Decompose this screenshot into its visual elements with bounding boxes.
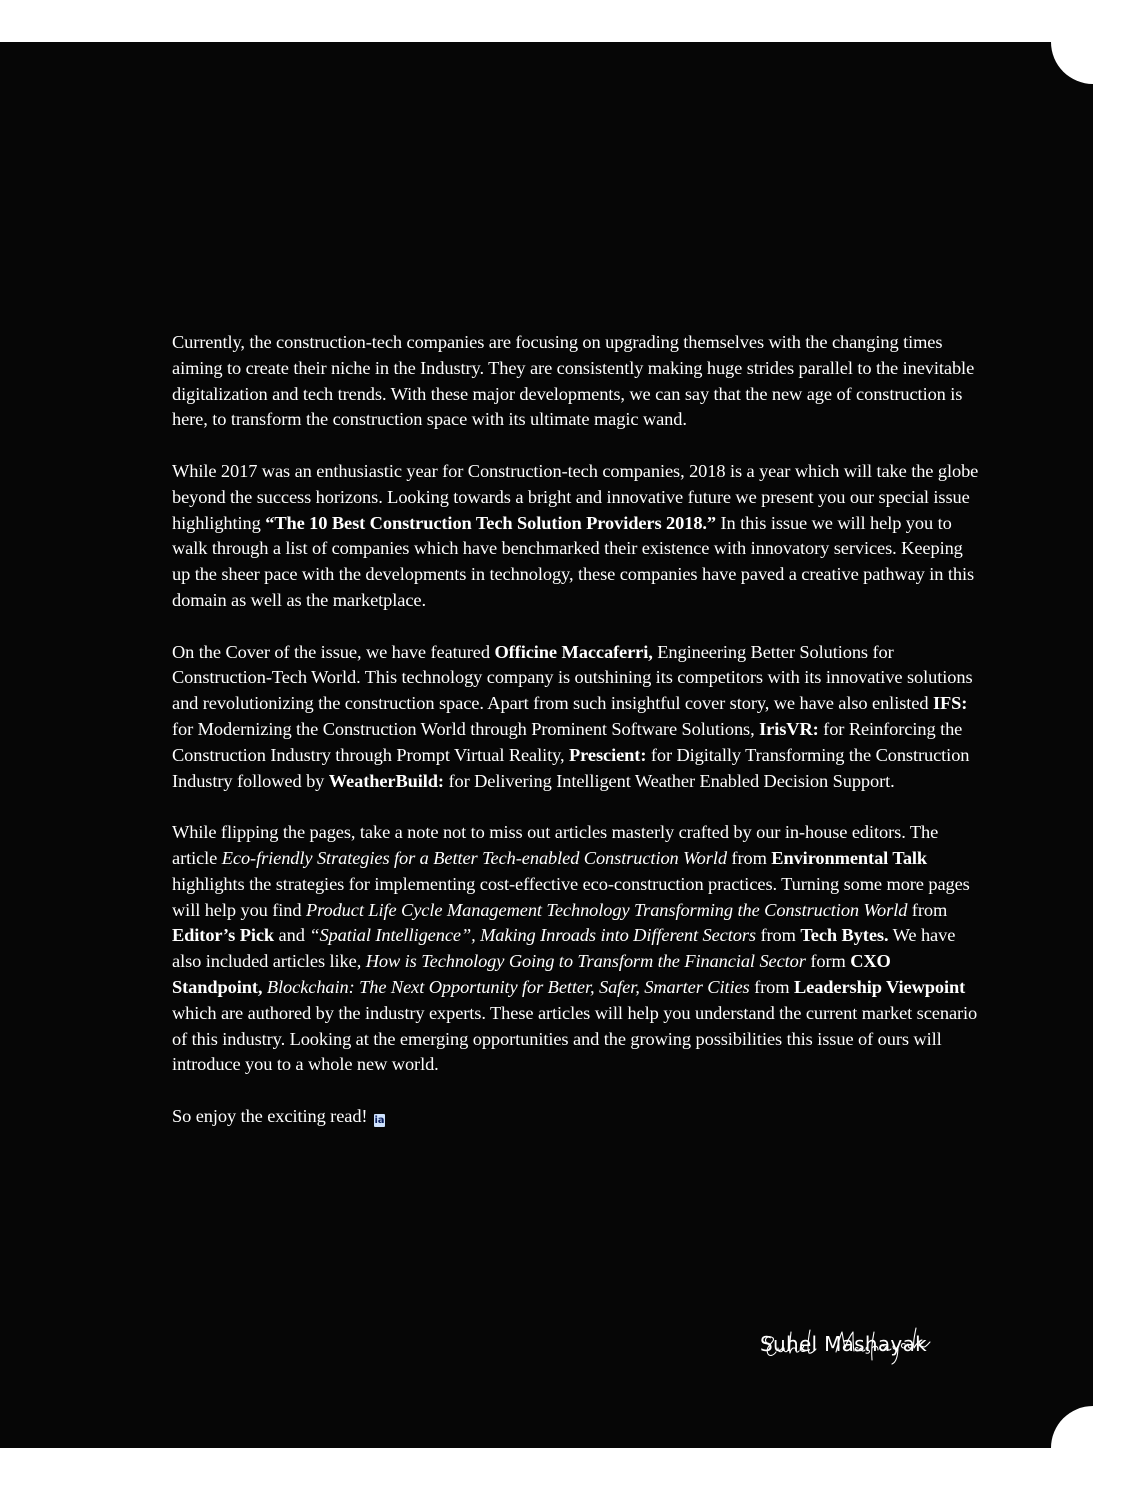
paragraph-closing: So enjoy the exciting read! ia xyxy=(172,1105,385,1126)
section-name: Leadership Viewpoint xyxy=(793,976,966,997)
issue-title: “The 10 Best Construction Tech Solution Providers 2018.” xyxy=(265,512,717,533)
corner-notch-top xyxy=(1051,42,1093,84)
article-title: How is Technology Going to Transform the Financial Sector xyxy=(365,951,806,972)
paragraph-intro: Currently, the construction-tech companies are focusing on upgrading themselves with the changing times aiming to create their niche in the Industry. They are consistently making huge strides parallel to the inevitable digitalization and tech trends. With these major developments, we can say that the new age of construction is here, to transform the construction space with its ultimate magic wand. xyxy=(172,332,975,430)
article-title: Eco-friendly Strategies for a Better Tech-enabled Construction World xyxy=(221,847,727,868)
section-name: Tech Bytes. xyxy=(800,925,889,946)
company-weatherbuild: WeatherBuild: xyxy=(328,770,444,791)
company-ifs: IFS: xyxy=(932,693,968,714)
paragraph-articles: While flipping the pages, take a note not to miss out articles masterly crafted by our in-house editors. The article Eco-friendly Strategies for a Better Tech-enabled Construction World from Environmental Talk highlights the strategies for implementing cost-effective eco-construction practices. Turning some more pages will help you find Product Life Cycle Management Technology Transforming the Construction World from Editor’s Pick and “Spatial Intelligence”, Making Inroads into Different Sectors from Tech Bytes. We have also included articles like, How is Technology Going to Transform the Financial Sector form CXO Standpoint, Blockchain: The Next Opportunity for Better, Safer, Smarter Cities from Leadership Viewpoint which are authored by the industry experts. These articles will help you understand the current market scenario of this industry. Looking at the emerging opportunities and the growing possibilities this issue of ours will introduce you to a whole new world. xyxy=(172,822,978,1075)
company-irisvr: IrisVR: xyxy=(759,718,819,739)
article-title: Product Life Cycle Management Technology Transforming the Construction World xyxy=(305,899,908,920)
paragraph-issue-highlight: While 2017 was an enthusiastic year for Construction-tech companies, 2018 is a year which will take the globe beyond the success horizons. Looking towards a bright and innovative future we present you our special issue highlighting “The 10 Best Construction Tech Solution Providers 2018.” In this issue we will help you to walk through a list of companies which have benchmarked their existence with innovatory services. Keeping up the sheer pace with the developments in technology, these companies have paved a creative pathway in this domain as well as the marketplace. xyxy=(172,460,979,610)
editorial-body xyxy=(172,330,984,1156)
company-officine-maccaferri: Officine Maccaferri, xyxy=(494,641,653,662)
end-mark-icon: ia xyxy=(374,1114,385,1126)
section-name: Editor’s Pick xyxy=(172,925,275,946)
article-title: Blockchain: The Next Opportunity for Better, Safer, Smarter Cities xyxy=(266,976,750,997)
paragraph-cover-story: On the Cover of the issue, we have featured Officine Maccaferri, Engineering Better Solutions for Construction-Tech World. This technology company is outshining its competitors with its innovative solutions and revolutionizing the construction space. Apart from such insightful cover story, we have also enlisted IFS: for Modernizing the Construction World through Prominent Software Solutions, IrisVR: for Reinforcing the Construction Industry through Prompt Virtual Reality, Prescient: for Digitally Transforming the Construction Industry followed by WeatherBuild: for Delivering Intelligent Weather Enabled Decision Support. xyxy=(172,641,973,791)
company-prescient: Prescient: xyxy=(569,744,647,765)
corner-notch-bottom xyxy=(1051,1406,1093,1448)
section-name: Environmental Talk xyxy=(771,847,928,868)
section-name: CXO Standpoint, xyxy=(172,951,891,997)
article-title: “Spatial Intelligence”, Making Inroads into Different Sectors xyxy=(309,925,756,946)
editorial-page xyxy=(0,42,1093,1448)
signer-name: Suhel Mashayak xyxy=(760,1332,928,1356)
